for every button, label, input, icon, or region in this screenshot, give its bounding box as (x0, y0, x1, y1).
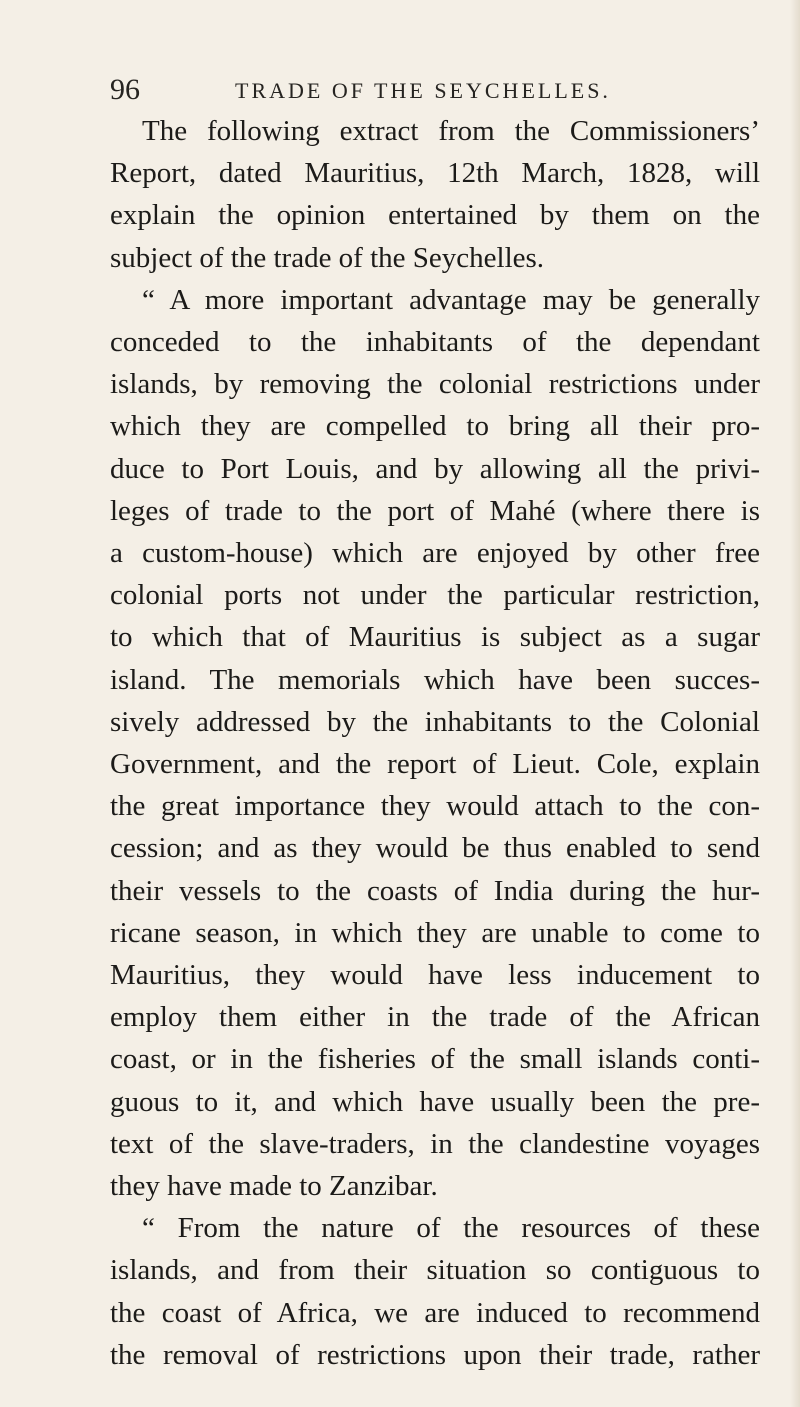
text-line: duce to Port Louis, and by allowing all the privi- (110, 452, 760, 485)
text-line: the coast of Africa, we are induced to recommend (110, 1296, 760, 1329)
text-line: to which that of Mauritius is subject as a sugar (110, 621, 760, 654)
text-line: text of the slave-traders, in the clandestine voyages (110, 1127, 760, 1160)
text-line: coast, or in the fisheries of the small islands conti- (110, 1043, 760, 1076)
text-line: they have made to Zanzibar. (110, 1170, 438, 1203)
page-edge-shadow (790, 0, 800, 1407)
paragraph-block (110, 110, 760, 1376)
text-line: which they are compelled to bring all their pro- (110, 410, 760, 443)
text-line: island. The memorials which have been succes- (110, 663, 760, 696)
text-line: “ A more important advantage may be generally (142, 283, 760, 316)
running-title: TRADE OF THE SEYCHELLES. (235, 78, 611, 103)
text-line: colonial ports not under the particular restriction, (110, 579, 760, 612)
text-line: cession; and as they would be thus enabled to send (110, 832, 760, 865)
page-header (110, 70, 750, 110)
text-line: ricane season, in which they are unable to come to (110, 916, 760, 949)
text-line: guous to it, and which have usually been the pre- (110, 1085, 760, 1118)
text-line: islands, by removing the colonial restrictions under (110, 368, 760, 401)
text-line: Mauritius, they would have less inducement to (110, 959, 760, 992)
body-text (110, 110, 760, 1376)
text-line: conceded to the inhabitants of the dependant (110, 326, 760, 359)
text-line: Report, dated Mauritius, 12th March, 1828, will (110, 157, 760, 190)
text-line: explain the opinion entertained by them on the (110, 199, 760, 232)
text-line: the great importance they would attach to the con- (110, 790, 760, 823)
text-line: “ From the nature of the resources of these (142, 1212, 760, 1245)
text-line: their vessels to the coasts of India during the hur- (110, 874, 760, 907)
text-line: islands, and from their situation so contiguous to (110, 1254, 760, 1287)
text-line: leges of trade to the port of Mahé (where there is (110, 494, 760, 527)
text-line: Government, and the report of Lieut. Cole, explain (110, 748, 760, 781)
text-line: The following extract from the Commissioners’ (142, 115, 760, 147)
text-line: the removal of restrictions upon their trade, rather (110, 1338, 760, 1371)
page-number: 96 (110, 73, 140, 106)
text-line: subject of the trade of the Seychelles. (110, 241, 545, 274)
text-line: a custom-house) which are enjoyed by other free (110, 537, 760, 570)
text-line: employ them either in the trade of the African (110, 1001, 760, 1034)
text-line: sively addressed by the inhabitants to the Colonial (110, 705, 760, 738)
